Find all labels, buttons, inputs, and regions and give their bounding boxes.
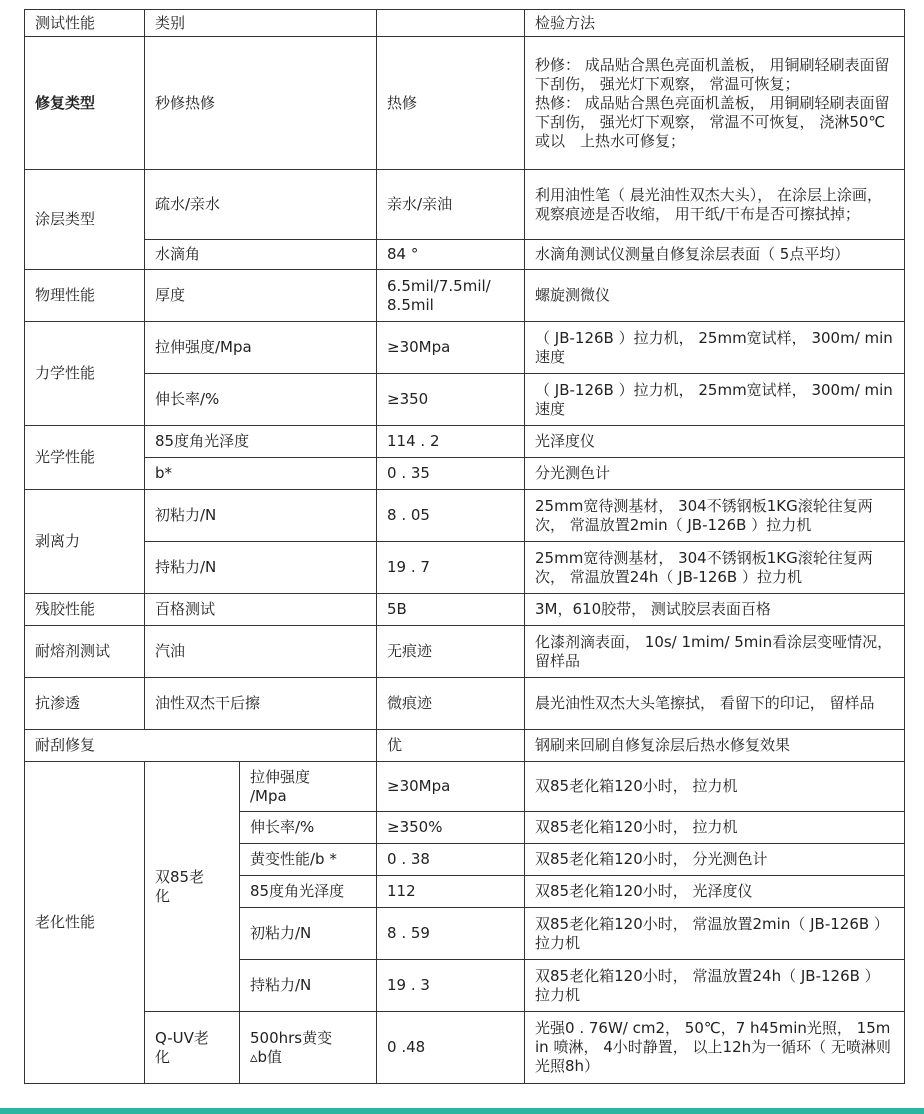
cell-value: ≥30Mpa	[377, 322, 525, 374]
cell-item: 85度角光泽度	[240, 876, 377, 908]
cell-method: （ JB-126B ）拉力机， 25mm宽试样， 300m/ min速度	[525, 322, 905, 374]
cell-value: 亲水/亲油	[377, 170, 525, 240]
cell-value: 优	[377, 730, 525, 762]
row-label-scratch: 耐刮修复	[25, 730, 377, 762]
cell-category: 疏水/亲水	[145, 170, 377, 240]
cell-method: 秒修： 成品贴合黑色亮面机盖板， 用铜刷轻刷表面留下刮伤， 强光灯下观察， 常温可恢复； 热修： 成品贴合黑色亮面机盖板， 用铜刷轻刷表面留下刮伤， 强光灯下观察， 常温不可恢复， 浇淋50℃或以 上热水可修复；	[525, 37, 905, 170]
cell-method: 25mm宽待测基材， 304不锈钢板1KG滚轮往复两次， 常温放置2min（ JB-126B ）拉力机	[525, 490, 905, 542]
cell-item: 拉伸强度 /Mpa	[240, 762, 377, 812]
cell-category: 油性双杰干后擦	[145, 678, 377, 730]
cell-value: 微痕迹	[377, 678, 525, 730]
table-row	[25, 490, 905, 542]
row-label-mechanical: 力学性能	[25, 322, 145, 426]
cell-value: ≥30Mpa	[377, 762, 525, 812]
cell-category: 秒修热修	[145, 37, 377, 170]
header-category: 类别	[145, 10, 377, 37]
cell-value: 114 . 2	[377, 426, 525, 458]
cell-value: 热修	[377, 37, 525, 170]
cell-value: 0 .48	[377, 1012, 525, 1084]
cell-category: 持粘力/N	[145, 542, 377, 594]
cell-category: 初粘力/N	[145, 490, 377, 542]
table-row	[25, 37, 905, 170]
cell-item: 伸长率/%	[240, 812, 377, 844]
table-row	[25, 426, 905, 458]
cell-value: 5B	[377, 594, 525, 626]
cell-method: 双85老化箱120小时， 常温放置24h（ JB-126B ）拉力机	[525, 960, 905, 1012]
cell-value: 0 . 35	[377, 458, 525, 490]
table-row	[25, 240, 905, 270]
table-row	[25, 762, 905, 812]
row-label-physical: 物理性能	[25, 270, 145, 322]
aging-quv-label: Q-UV老 化	[145, 1012, 240, 1084]
cell-category: 厚度	[145, 270, 377, 322]
cell-method: 水滴角测试仪测量自修复涂层表面（ 5点平均）	[525, 240, 905, 270]
cell-category: b*	[145, 458, 377, 490]
row-label-antiseep: 抗渗透	[25, 678, 145, 730]
table-row	[25, 374, 905, 426]
cell-value: 8 . 05	[377, 490, 525, 542]
row-label-optical: 光学性能	[25, 426, 145, 490]
cell-method: 分光测色计	[525, 458, 905, 490]
aging-double85-label: 双85老 化	[145, 762, 240, 1012]
cell-category: 伸长率/%	[145, 374, 377, 426]
cell-method: 利用油性笔（ 晨光油性双杰大头）， 在涂层上涂画， 观察痕迹是否收缩， 用干纸/干布是否可擦拭掉；	[525, 170, 905, 240]
header-row	[25, 10, 905, 37]
cell-method: 双85老化箱120小时， 拉力机	[525, 812, 905, 844]
cell-method: 25mm宽待测基材， 304不锈钢板1KG滚轮往复两次， 常温放置24h（ JB-126B ）拉力机	[525, 542, 905, 594]
cell-method: 3M，610胶带， 测试胶层表面百格	[525, 594, 905, 626]
cell-method: 钢刷来回刷自修复涂层后热水修复效果	[525, 730, 905, 762]
cell-value: 6.5mil/7.5mil/ 8.5mil	[377, 270, 525, 322]
table-row	[25, 594, 905, 626]
table-row	[25, 170, 905, 240]
cell-value: ≥350%	[377, 812, 525, 844]
cell-value: 84 °	[377, 240, 525, 270]
header-method: 检验方法	[525, 10, 905, 37]
cell-value: 112	[377, 876, 525, 908]
row-label-peel: 剥离力	[25, 490, 145, 594]
table-row	[25, 626, 905, 678]
spec-table	[24, 9, 905, 1084]
cell-category: 85度角光泽度	[145, 426, 377, 458]
cell-method: 双85老化箱120小时， 拉力机	[525, 762, 905, 812]
table-row	[25, 1012, 905, 1084]
cell-method: 光强0 . 76W/ cm2， 50℃，7 h45min光照， 15min 喷淋， 4小时静置， 以上12h为一循环（ 无喷淋则光照8h）	[525, 1012, 905, 1084]
row-label-repair: 修复类型	[25, 37, 145, 170]
row-label-aging: 老化性能	[25, 762, 145, 1084]
cell-category: 汽油	[145, 626, 377, 678]
row-label-residue: 残胶性能	[25, 594, 145, 626]
cell-value: 无痕迹	[377, 626, 525, 678]
bottom-accent-bar	[0, 1108, 924, 1114]
cell-method: 晨光油性双杰大头笔擦拭， 看留下的印记， 留样品	[525, 678, 905, 730]
cell-method: 化漆剂滴表面， 10s/ 1mim/ 5min看涂层变哑情况， 留样品	[525, 626, 905, 678]
cell-category: 水滴角	[145, 240, 377, 270]
cell-item: 500hrs黄变 ▵b值	[240, 1012, 377, 1084]
cell-method: 双85老化箱120小时， 分光测色计	[525, 844, 905, 876]
cell-method: 光泽度仪	[525, 426, 905, 458]
cell-item: 持粘力/N	[240, 960, 377, 1012]
table-row	[25, 322, 905, 374]
cell-value: 8 . 59	[377, 908, 525, 960]
cell-value: ≥350	[377, 374, 525, 426]
cell-category: 拉伸强度/Mpa	[145, 322, 377, 374]
cell-value: 0 . 38	[377, 844, 525, 876]
row-label-solvent: 耐熔剂测试	[25, 626, 145, 678]
header-test-performance: 测试性能	[25, 10, 145, 37]
table-row	[25, 730, 905, 762]
cell-method: （ JB-126B ）拉力机， 25mm宽试样， 300m/ min速度	[525, 374, 905, 426]
table-row	[25, 458, 905, 490]
cell-method: 双85老化箱120小时， 光泽度仪	[525, 876, 905, 908]
table-row	[25, 542, 905, 594]
cell-method: 螺旋测微仪	[525, 270, 905, 322]
cell-value: 19 . 7	[377, 542, 525, 594]
cell-item: 黄变性能/b *	[240, 844, 377, 876]
cell-category: 百格测试	[145, 594, 377, 626]
table-row	[25, 270, 905, 322]
row-label-coating: 涂层类型	[25, 170, 145, 270]
cell-value: 19 . 3	[377, 960, 525, 1012]
cell-item: 初粘力/N	[240, 908, 377, 960]
table-row	[25, 678, 905, 730]
cell-method: 双85老化箱120小时， 常温放置2min（ JB-126B ）拉力机	[525, 908, 905, 960]
header-value	[377, 10, 525, 37]
